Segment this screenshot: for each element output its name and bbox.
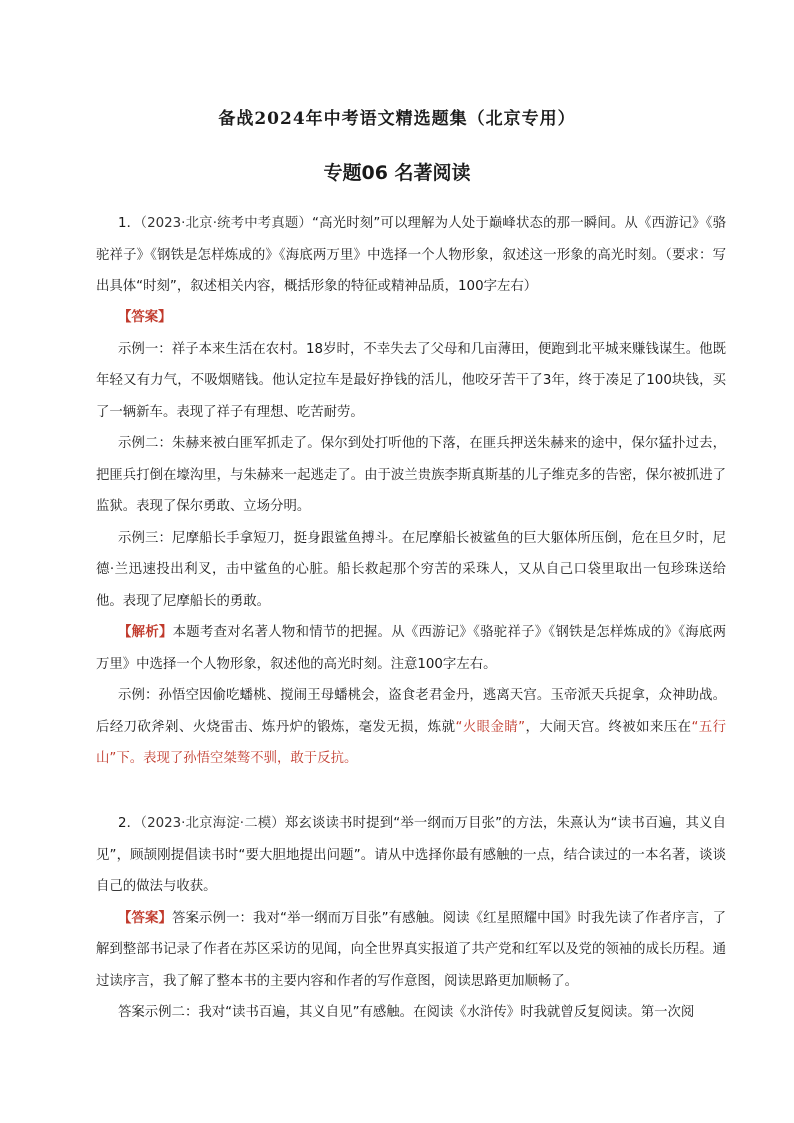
sample-highlight-1: “火眼金睛”: [455, 719, 526, 735]
answer-tag: 【答案】: [118, 910, 173, 926]
answer-tag: 【答案】: [118, 310, 172, 325]
analysis-tag: 【解析】: [118, 625, 173, 640]
sample-text-1: 示例：孙悟空因偷吃蟠桃、搅闹王母蟠桃会，盗食老君金丹，逃离天宫。玉帝派天兵捉拿，众神助战。后经刀砍斧剁、火烧雷击、炼丹炉的锻炼，毫发无损，炼就: [96, 688, 726, 735]
question-1-stem-paragraph: [96, 208, 726, 303]
question-1-example-2: 示例二：朱赫来被白匪军抓走了。保尔到处打听他的下落，在匪兵押送朱赫来的途中，保尔猛扑过去，把匪兵打倒在壕沟里，与朱赫来一起逃走了。由于波兰贵族李斯真斯基的儿子维克多的告密，保尔被抓进了监狱。表现了保尔勇敢、立场分明。: [96, 436, 726, 514]
document-title: 备战2024年中考语文精选题集（北京专用）: [218, 109, 576, 129]
sample-text-2: ，大闹天宫。终被如来压在: [525, 719, 692, 735]
question-2-stem: 郑玄谈读书时提到“举一纲而万目张”的方法，朱熹认为“读书百遍，其义自见”，顾颉刚提倡读书时“要大胆地提出问题”。请从中选择你最有感触的一点，结合读过的一本名著，谈谈自己的做法与收获。: [96, 816, 726, 894]
question-1-example-1: 示例一：祥子本来生活在农村。18岁时，不幸失去了父母和几亩薄田，便跑到北平城来赚钱谋生。他既年轻又有力气，不吸烟赌钱。他认定拉车是最好挣钱的活儿，他咬牙苦干了3年，终于凑足了100块钱，买了一辆新车。表现了祥子有理想、吃苦耐劳。: [96, 341, 726, 420]
sample-highlight-2: “五行山”下。表现了孙悟空桀骜不驯，敢于反抗。: [96, 719, 727, 766]
question-2: [96, 808, 726, 1029]
question-2-source: （2023·北京海淀·二模）: [140, 816, 285, 831]
question-1-analysis: 本题考查对名著人物和情节的把握。从《西游记》《骆驼祥子》《钢铁是怎样炼成的》《海底两万里》中选择一个人物形象，叙述他的高光时刻。注意100字左右。: [96, 625, 726, 672]
question-2-example-1: 答案示例一：我对“举一纲而万目张”有感触。阅读《红星照耀中国》时我先读了作者序言，了解到整部书记录了作者在苏区采访的见闻，向全世界真实报道了共产党和红军以及党的领袖的成长历程。通过读序言，我了解了整本书的主要内容和作者的写作意图，阅读思路更加顺畅了。: [96, 910, 727, 989]
question-2-stem-paragraph: [96, 808, 726, 903]
question-1-stem: “高光时刻”可以理解为人处于巅峰状态的那一瞬间。从《西游记》《骆驼祥子》《钢铁是怎样炼成的》《海底两万里》中选择一个人物形象，叙述这一形象的高光时刻。（要求：写出具体“时刻”，叙述相关内容，概括形象的特征或精神品质，100字左右）: [96, 216, 726, 294]
question-2-answer-paragraph: [96, 903, 726, 998]
question-1-number: 1．: [118, 216, 141, 231]
question-1-answer-tag-paragraph: [96, 302, 726, 334]
question-2-example-2: 答案示例二：我对“读书百遍，其义自见”有感触。在阅读《水浒传》时我就曾反复阅读。第一次阅: [118, 1005, 695, 1020]
question-1-example-3: 示例三：尼摩船长手拿短刀，挺身跟鲨鱼搏斗。在尼摩船长被鲨鱼的巨大躯体所压倒，危在旦夕时，尼德·兰迅速投出利叉，击中鲨鱼的心脏。船长救起那个穷苦的采珠人，又从自己口袋里取出一包珍珠送给他。表现了尼摩船长的勇敢。: [96, 530, 726, 609]
question-1: [96, 208, 726, 303]
question-1-source: （2023·北京·统考中考真题）: [140, 216, 313, 231]
question-1-answer-section: [96, 302, 726, 775]
document-subtitle: 专题06 名著阅读: [323, 162, 471, 184]
question-1-sample-paragraph: [96, 680, 726, 775]
question-1-analysis-paragraph: [96, 617, 726, 680]
question-2-number: 2．: [118, 816, 141, 831]
